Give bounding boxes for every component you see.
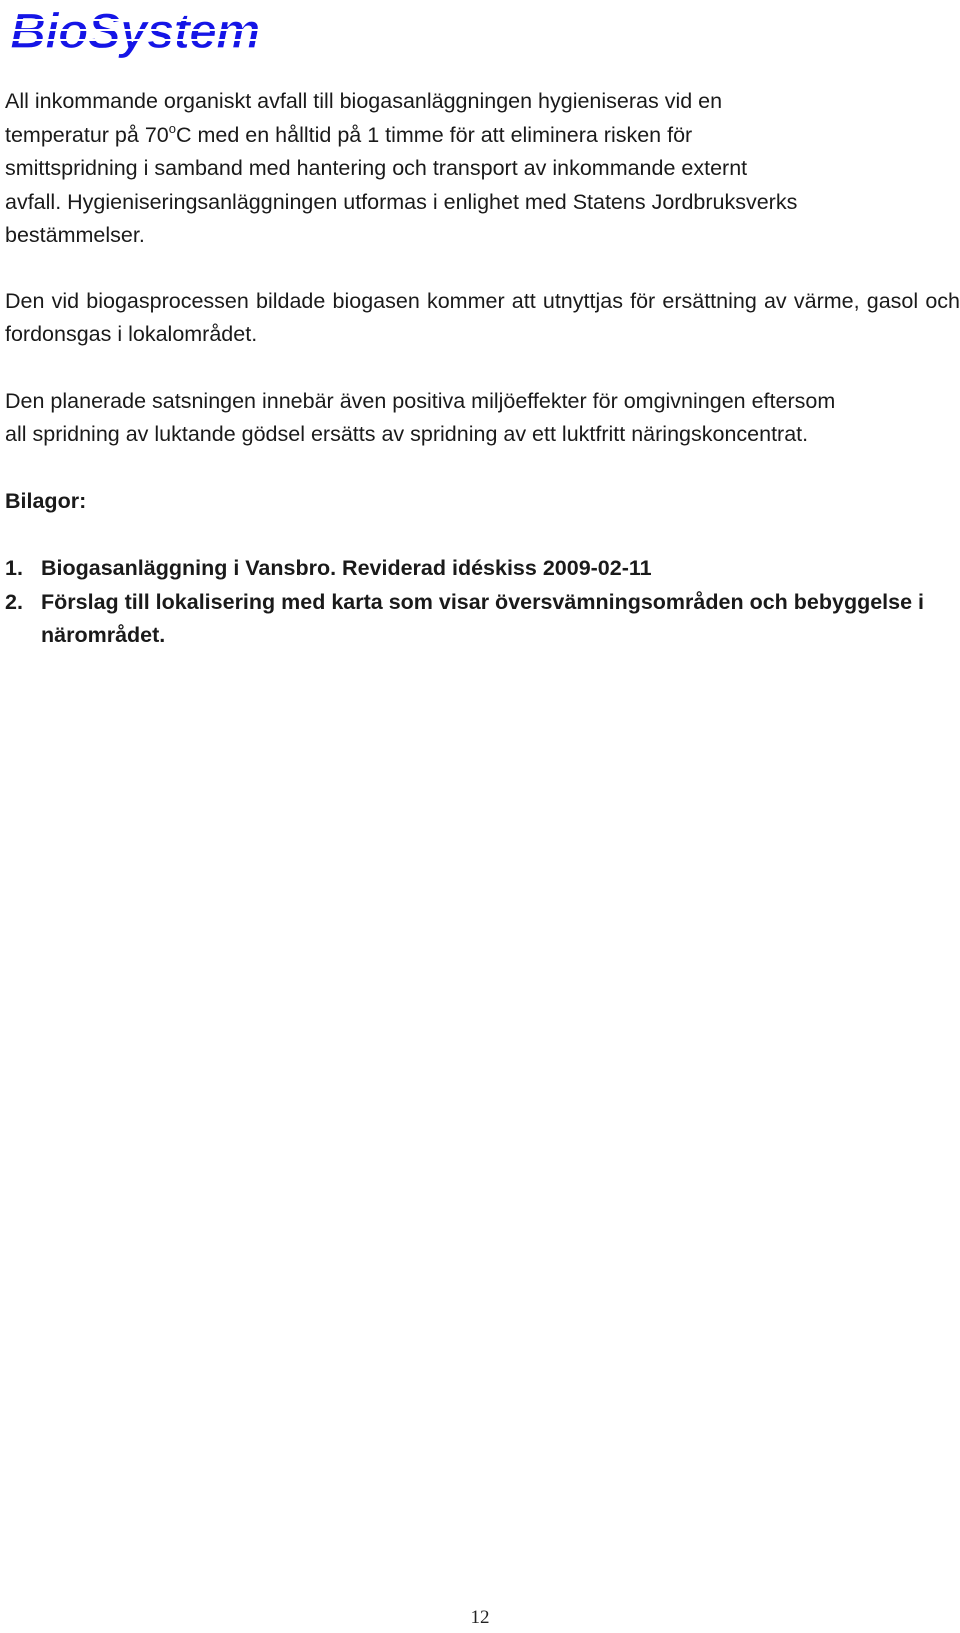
page-number: 12 [470, 1607, 490, 1628]
paragraph-environmental-effects: Den planerade satsningen innebär även positiva miljöeffekter för omgivningen eftersom all spridning av luktande gödsel ersätts av spridning av ett luktfritt näringskoncentrat. [5, 388, 836, 446]
degree-superscript: o [168, 120, 176, 136]
attachment-text: Biogasanläggning i Vansbro. Reviderad idéskiss 2009-02-11 [41, 556, 652, 580]
paragraph-hygienisation-part1: All inkommande organiskt avfall till biogasanläggningen hygieniseras vid en temperatur på 70 [5, 89, 723, 147]
document-body [5, 85, 960, 653]
attachment-item [5, 586, 960, 653]
paragraph-hygienisation-part2: C med en hålltid på 1 timme för att eliminera risken för smittspridning i samband med hantering och transport av inkommande externt avfall. Hygieniseringsanläggningen utformas i enlighet med Statens Jordbruksverks bestämmelser. [5, 122, 798, 247]
attachment-number: 1. [5, 556, 23, 580]
logo-text: BioSystem [10, 3, 260, 59]
attachment-text: Förslag till lokalisering med karta som visar översvämningsområden och bebyggelse i närområdet. [41, 589, 925, 647]
attachments-heading: Bilagor: [5, 488, 87, 513]
paragraph-biogas-use: Den vid biogasprocessen bildade biogasen kommer att utnyttjas för ersättning av värme, gasol och fordonsgas i lokalområdet. [5, 288, 960, 346]
attachment-number: 2. [5, 589, 23, 614]
biosystem-logo [10, 2, 295, 64]
attachment-item [5, 552, 960, 586]
paragraph-hygienisation [5, 85, 805, 253]
logo-graphic [10, 2, 295, 64]
attachments-list [5, 552, 960, 653]
